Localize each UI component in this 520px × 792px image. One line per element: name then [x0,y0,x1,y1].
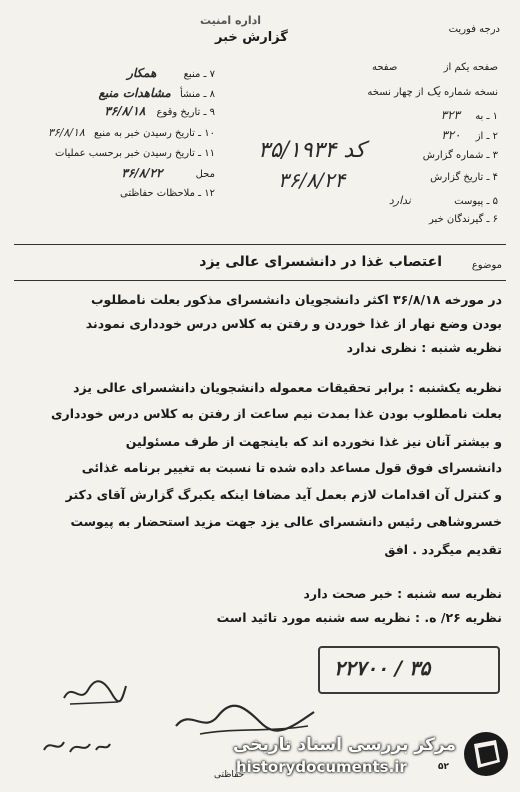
body-line: نظریه ۲۶/ ه. : نظریه سه شنبه مورد تائید است [216,610,502,625]
divider-top [14,244,506,245]
field-origin: ۸ ـ منشأ مشاهدات منبع [98,86,215,100]
body-line: نظریه سه شنبه : خبر صحت دارد [303,586,502,601]
field-attachment: ۵ ـ پیوست ندارد [388,194,498,207]
body-line: نظریه شنبه : نظری ندارد [346,340,502,355]
archive-logo-icon [462,730,510,778]
body-line: دانشسرای فوق قول مساعد داده شده تا نسبت به تغییر برنامه غذائی [81,460,502,475]
field-source: ۷ ـ منبع همکار [127,66,215,80]
field-recipients: ۶ ـ گیرندگان خبر [428,214,498,225]
registration-stamp [318,646,500,694]
signature-large [170,700,320,740]
body-line: بودن وضع نهار از غذا خوردن و رفتن به کلاس درس خودداری نمودند [85,316,502,331]
divider-subject [14,280,506,281]
body-line: و کنترل آن اقدامات لازم بعمل آید مضافا اینکه یکبرگ گزارش آقای دکتر [65,487,502,502]
page-title: گزارش خبر [215,30,288,45]
field-copy: نسخه شماره یک از چهار نسخه [367,84,498,98]
body-line: بعلت نامطلوب بودن غذا بمدت نیم ساعت از رفتن به کلاس درس خودداری [51,406,502,421]
org-name: اداره امنیت [200,14,262,27]
field-page: صفحه یکم از صفحه [371,62,498,73]
subject-text: اعتصاب غذا در دانشسرای عالی یزد [199,254,442,270]
body-line: تقدیم میگردد . افق [384,542,502,557]
body-line: و بیشتر آنان نیز غذا نخورده اند که باینجهت از طرف مسئولین [125,434,502,449]
footer-security-label: حفاظتی [214,770,245,780]
field-location: محل ۳۶/۸/۲۲ [121,166,215,180]
field-from: ۲ ـ از ۳۲۰ [441,128,498,142]
field-source-received-date: ۱۰ ـ تاریخ رسیدن خبر به منبع ۳۶/۸/۱۸ [47,126,215,139]
field-operation-received-date: ۱۱ ـ تاریخ رسیدن خبر برحسب عملیات [55,148,215,159]
field-report-number: ۳ ـ شماره گزارش [422,150,498,161]
body-line: در مورخه ۳۶/۸/۱۸ اکثر دانشجویان دانشسرای مذکور بعلت نامطلوب [90,292,502,307]
handwritten-report-date: ۳۶/۸/۲۴ [278,168,346,192]
subject-label: موضوع [471,260,502,271]
page-code: ۵۲ [438,762,449,772]
signature-mark [60,676,130,710]
priority-label: درجه فوریت [448,24,500,35]
field-occurrence-date: ۹ ـ تاریخ وقوع ۳۶/۸/۱۸ [104,104,215,118]
body-line: خسروشاهی رئیس دانشسرای عالی یزد جهت مزید استحضار به پیوست [70,514,502,529]
handwritten-report-number: ۳۵/۱۹۳۴ کد [258,138,366,163]
watermark-url: historydocuments.ir [236,758,407,776]
stamp-number: ۲۲۷۰۰ / ۳۵ [334,656,431,680]
field-security-notes: ۱۲ ـ ملاحظات حفاظتی [120,188,215,199]
field-to: ۱ ـ به ۳۲۳ [440,108,498,122]
body-line: نظریه یکشنبه : برابر تحقیقات معموله دانشجویان دانشسرای عالی یزد [73,380,502,395]
field-report-date: ۴ ـ تاریخ گزارش [430,172,498,183]
initials-mark [40,732,114,760]
watermark-title: مرکز بررسی اسناد تاریخی [233,735,456,755]
